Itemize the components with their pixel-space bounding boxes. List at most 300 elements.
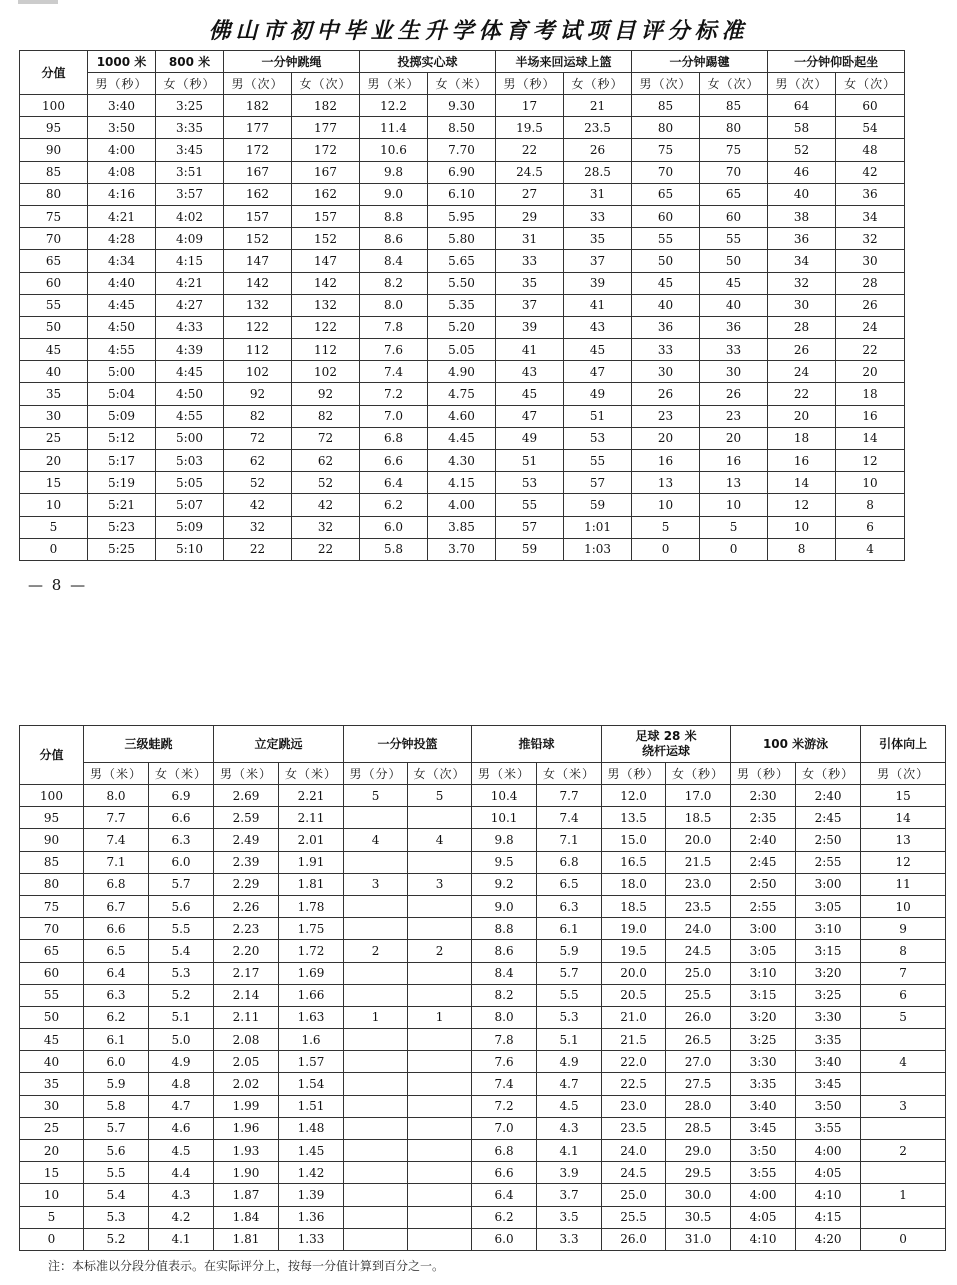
value-cell: 31 [496,228,564,250]
value-cell: 157 [292,205,360,227]
score-cell: 20 [20,1140,84,1162]
value-cell: 5.4 [84,1184,149,1206]
value-cell: 172 [224,139,292,161]
value-cell: 18.5 [666,807,731,829]
value-cell: 6.6 [472,1162,537,1184]
value-cell: 5.1 [537,1029,602,1051]
value-cell: 132 [224,294,292,316]
table-row [20,1184,946,1206]
score-cell: 100 [20,95,88,117]
top-edge-mark [18,0,58,4]
value-cell: 4.4 [149,1162,214,1184]
value-cell: 8.4 [472,962,537,984]
value-cell: 6.4 [360,472,428,494]
score-cell: 55 [20,294,88,316]
value-cell: 7.1 [537,829,602,851]
value-cell: 51 [564,405,632,427]
value-cell: 3.7 [537,1184,602,1206]
table-row [20,383,905,405]
value-cell: 3:15 [796,940,861,962]
value-cell: 6.5 [537,873,602,895]
gender-unit-header: 女（秒） [796,763,861,785]
value-cell: 14 [836,427,905,449]
value-cell: 4.2 [149,1206,214,1228]
table-row [20,1073,946,1095]
value-cell: 4:33 [156,316,224,338]
value-cell: 22 [496,139,564,161]
score-cell: 75 [20,205,88,227]
value-cell: 55 [496,494,564,516]
value-cell: 6.3 [537,895,602,917]
value-cell: 59 [496,538,564,560]
value-cell: 5.1 [149,1006,214,1028]
value-cell: 6.4 [472,1184,537,1206]
value-cell: 6.0 [84,1051,149,1073]
gender-unit-header: 男（秒） [731,763,796,785]
value-cell: 3.70 [428,538,496,560]
event-group-header: 引体向上 [861,726,946,763]
value-cell: 1.91 [279,851,344,873]
value-cell: 2.17 [214,962,279,984]
event-group-header: 立定跳远 [214,726,344,763]
value-cell: 5:05 [156,472,224,494]
value-cell: 6.7 [84,895,149,917]
value-cell: 142 [292,272,360,294]
value-cell: 25.5 [666,984,731,1006]
value-cell: 8 [861,940,946,962]
value-cell: 11 [861,873,946,895]
value-cell: 85 [632,95,700,117]
value-cell: 60 [700,205,768,227]
table-row [20,918,946,940]
gender-unit-header: 女（次） [408,763,472,785]
value-cell: 1.42 [279,1162,344,1184]
score-cell: 70 [20,918,84,940]
value-cell: 182 [224,95,292,117]
gender-unit-header: 女（次） [700,73,768,95]
value-cell: 2:55 [731,895,796,917]
value-cell: 2.01 [279,829,344,851]
value-cell: 22 [224,538,292,560]
footnote: 注：本标准以分段分值表示。在实际评分上，按每一分值计算到百分之一。 [48,1259,445,1273]
value-cell: 8.2 [360,272,428,294]
value-cell: 27 [496,183,564,205]
score-cell: 65 [20,250,88,272]
value-cell: 5.3 [84,1206,149,1228]
value-cell: 31 [564,183,632,205]
value-cell: 6.1 [537,918,602,940]
value-cell: 122 [224,316,292,338]
value-cell [861,1029,946,1051]
value-cell: 72 [224,427,292,449]
value-cell: 13 [632,472,700,494]
value-cell: 2.05 [214,1051,279,1073]
value-cell: 2:45 [731,851,796,873]
value-cell [344,851,408,873]
value-cell: 5.5 [537,984,602,1006]
value-cell: 3:50 [796,1095,861,1117]
value-cell: 23.0 [602,1095,666,1117]
value-cell: 152 [292,228,360,250]
value-cell: 64 [768,95,836,117]
gender-unit-header: 男（分） [344,763,408,785]
value-cell: 47 [496,405,564,427]
value-cell: 112 [292,339,360,361]
value-cell: 6.4 [84,962,149,984]
value-cell: 3:45 [731,1117,796,1139]
table-row [20,1140,946,1162]
value-cell: 4:10 [796,1184,861,1206]
value-cell: 16 [836,405,905,427]
value-cell: 147 [292,250,360,272]
value-cell: 57 [496,516,564,538]
gender-unit-header: 女（米） [537,763,602,785]
value-cell: 2:45 [796,807,861,829]
value-cell: 30.0 [666,1184,731,1206]
value-cell: 1 [861,1184,946,1206]
value-cell: 43 [496,361,564,383]
score-cell: 35 [20,1073,84,1095]
value-cell: 2.11 [214,1006,279,1028]
value-cell: 4 [836,538,905,560]
gender-unit-header: 男（秒） [496,73,564,95]
value-cell: 167 [292,161,360,183]
value-cell: 53 [564,427,632,449]
value-cell: 8.0 [84,785,149,807]
value-cell: 18 [768,427,836,449]
table-row [20,405,905,427]
value-cell: 5.8 [360,538,428,560]
table-row [20,183,905,205]
table-row [20,940,946,962]
table-row [20,472,905,494]
value-cell: 24.5 [602,1162,666,1184]
table-row [20,785,946,807]
value-cell: 23.5 [666,895,731,917]
value-cell: 4.8 [149,1073,214,1095]
value-cell: 20.0 [666,829,731,851]
gender-unit-header: 男（米） [360,73,428,95]
value-cell: 1.45 [279,1140,344,1162]
value-cell: 10 [768,516,836,538]
value-cell: 2:40 [731,829,796,851]
score-cell: 45 [20,1029,84,1051]
value-cell: 4.90 [428,361,496,383]
value-cell: 41 [496,339,564,361]
value-cell: 82 [224,405,292,427]
value-cell: 2.69 [214,785,279,807]
value-cell: 5:09 [88,405,156,427]
page-number: — 8 — [28,576,88,594]
score-cell: 50 [20,1006,84,1028]
value-cell: 6.10 [428,183,496,205]
value-cell: 4:08 [88,161,156,183]
value-cell: 26 [632,383,700,405]
value-cell: 3.3 [537,1228,602,1250]
value-cell: 1.78 [279,895,344,917]
value-cell: 4.6 [149,1117,214,1139]
value-cell: 34 [836,205,905,227]
value-cell [344,984,408,1006]
value-cell: 3 [408,873,472,895]
gender-unit-header: 男（次） [632,73,700,95]
value-cell: 7.0 [360,405,428,427]
value-cell: 34 [768,250,836,272]
score-cell: 20 [20,450,88,472]
table-row [20,1162,946,1184]
value-cell: 3.5 [537,1206,602,1228]
value-cell: 35 [496,272,564,294]
value-cell: 1.51 [279,1095,344,1117]
value-cell: 46 [768,161,836,183]
value-cell: 24.0 [602,1140,666,1162]
gender-unit-header: 男（次） [768,73,836,95]
score-cell: 100 [20,785,84,807]
value-cell: 182 [292,95,360,117]
value-cell: 5:25 [88,538,156,560]
value-cell: 12 [861,851,946,873]
value-cell [408,918,472,940]
value-cell: 4.3 [537,1117,602,1139]
table-row [20,1206,946,1228]
value-cell: 4.60 [428,405,496,427]
value-cell [344,1117,408,1139]
value-cell: 35 [564,228,632,250]
value-cell: 1.39 [279,1184,344,1206]
value-cell: 3:30 [731,1051,796,1073]
value-cell: 30 [700,361,768,383]
table-row [20,538,905,560]
value-cell: 4.00 [428,494,496,516]
value-cell: 8.4 [360,250,428,272]
value-cell: 7.6 [360,339,428,361]
value-cell: 3:40 [796,1051,861,1073]
value-cell: 147 [224,250,292,272]
gender-unit-header: 男（米） [214,763,279,785]
value-cell: 7.4 [537,807,602,829]
value-cell: 8.6 [472,940,537,962]
value-cell: 1:01 [564,516,632,538]
value-cell: 4:50 [88,316,156,338]
value-cell: 30 [632,361,700,383]
value-cell: 1.48 [279,1117,344,1139]
value-cell: 2 [861,1140,946,1162]
table-row [20,294,905,316]
table-row [20,450,905,472]
value-cell: 5.5 [149,918,214,940]
value-cell: 23.5 [564,117,632,139]
value-cell: 24.0 [666,918,731,940]
value-cell: 9.2 [472,873,537,895]
value-cell: 33 [496,250,564,272]
value-cell [408,1140,472,1162]
value-cell: 38 [768,205,836,227]
value-cell: 1.63 [279,1006,344,1028]
value-cell: 4.7 [537,1073,602,1095]
value-cell: 29.0 [666,1140,731,1162]
gender-unit-header: 女（米） [149,763,214,785]
value-cell: 2.39 [214,851,279,873]
score-cell: 40 [20,1051,84,1073]
score-cell: 10 [20,1184,84,1206]
value-cell: 10 [861,895,946,917]
gender-unit-header: 女（秒） [564,73,632,95]
value-cell: 21 [564,95,632,117]
table-row [20,139,905,161]
table-row [20,494,905,516]
value-cell: 5:00 [156,427,224,449]
value-cell: 2.14 [214,984,279,1006]
score-cell: 80 [20,183,88,205]
score-cell: 0 [20,538,88,560]
value-cell: 32 [224,516,292,538]
event-group-header: 1000 米 [88,51,156,73]
value-cell: 5.80 [428,228,496,250]
value-cell: 65 [632,183,700,205]
score-table-1 [19,50,905,561]
value-cell: 3:45 [796,1073,861,1095]
value-cell: 4:55 [88,339,156,361]
value-cell: 112 [224,339,292,361]
value-cell: 152 [224,228,292,250]
value-cell: 4.1 [537,1140,602,1162]
score-table-2 [19,725,946,1251]
value-cell: 3:55 [796,1117,861,1139]
value-cell: 8.50 [428,117,496,139]
value-cell: 4.75 [428,383,496,405]
value-cell: 15.0 [602,829,666,851]
value-cell: 33 [632,339,700,361]
value-cell: 5:17 [88,450,156,472]
value-cell: 4:40 [88,272,156,294]
value-cell: 6.8 [472,1140,537,1162]
event-group-header: 足球 28 米 绕杆运球 [602,726,731,763]
score-cell: 25 [20,427,88,449]
table-row [20,228,905,250]
value-cell: 12 [836,450,905,472]
value-cell [408,962,472,984]
value-cell: 5:03 [156,450,224,472]
value-cell [408,1073,472,1095]
value-cell: 2:35 [731,807,796,829]
score-cell: 30 [20,405,88,427]
value-cell: 3:25 [796,984,861,1006]
value-cell: 5.50 [428,272,496,294]
value-cell: 31.0 [666,1228,731,1250]
value-cell: 4.9 [149,1051,214,1073]
value-cell: 20 [632,427,700,449]
value-cell [408,1051,472,1073]
value-cell: 4:02 [156,205,224,227]
value-cell [344,807,408,829]
value-cell: 4:15 [796,1206,861,1228]
value-cell: 22.5 [602,1073,666,1095]
value-cell: 2.02 [214,1073,279,1095]
value-cell: 6.2 [472,1206,537,1228]
value-cell: 4:00 [731,1184,796,1206]
value-cell: 5 [344,785,408,807]
value-cell: 6.5 [84,940,149,962]
value-cell: 1.36 [279,1206,344,1228]
value-cell [408,895,472,917]
score-cell: 95 [20,807,84,829]
score-cell: 50 [20,316,88,338]
value-cell: 102 [292,361,360,383]
value-cell: 4.1 [149,1228,214,1250]
score-column-header: 分值 [20,726,84,785]
value-cell: 26 [768,339,836,361]
value-cell: 2.20 [214,940,279,962]
score-cell: 90 [20,829,84,851]
value-cell: 2:50 [796,829,861,851]
value-cell [408,984,472,1006]
value-cell: 18.5 [602,895,666,917]
value-cell: 5.6 [149,895,214,917]
value-cell: 14 [768,472,836,494]
value-cell: 5:10 [156,538,224,560]
score-cell: 90 [20,139,88,161]
value-cell: 102 [224,361,292,383]
table-row [20,339,905,361]
value-cell: 36 [768,228,836,250]
value-cell: 36 [632,316,700,338]
value-cell: 2.49 [214,829,279,851]
value-cell: 2:50 [731,873,796,895]
value-cell: 9.30 [428,95,496,117]
value-cell: 3:05 [731,940,796,962]
value-cell [408,1206,472,1228]
value-cell: 4:50 [156,383,224,405]
value-cell: 4.5 [149,1140,214,1162]
value-cell: 26 [700,383,768,405]
value-cell: 30.5 [666,1206,731,1228]
gender-unit-header: 男（秒） [602,763,666,785]
value-cell: 32 [768,272,836,294]
value-cell: 5.3 [149,962,214,984]
event-group-header: 800 米 [156,51,224,73]
value-cell: 85 [700,95,768,117]
value-cell: 28.5 [666,1117,731,1139]
value-cell: 39 [564,272,632,294]
value-cell: 4:05 [731,1206,796,1228]
value-cell: 55 [564,450,632,472]
value-cell: 7.4 [84,829,149,851]
gender-unit-header: 女（次） [292,73,360,95]
value-cell: 29 [496,205,564,227]
value-cell: 36 [700,316,768,338]
value-cell: 9.8 [360,161,428,183]
value-cell: 80 [700,117,768,139]
value-cell: 7.7 [537,785,602,807]
value-cell: 26 [564,139,632,161]
value-cell: 4:28 [88,228,156,250]
table-row [20,1029,946,1051]
table-row [20,117,905,139]
table-row [20,873,946,895]
table-row [20,829,946,851]
value-cell [344,918,408,940]
value-cell: 52 [768,139,836,161]
score-cell: 40 [20,361,88,383]
value-cell: 6.8 [360,427,428,449]
value-cell: 60 [632,205,700,227]
value-cell: 27.5 [666,1073,731,1095]
score-cell: 0 [20,1228,84,1250]
gender-unit-header: 女（米） [279,763,344,785]
value-cell: 65 [700,183,768,205]
score-cell: 70 [20,228,88,250]
value-cell: 45 [564,339,632,361]
